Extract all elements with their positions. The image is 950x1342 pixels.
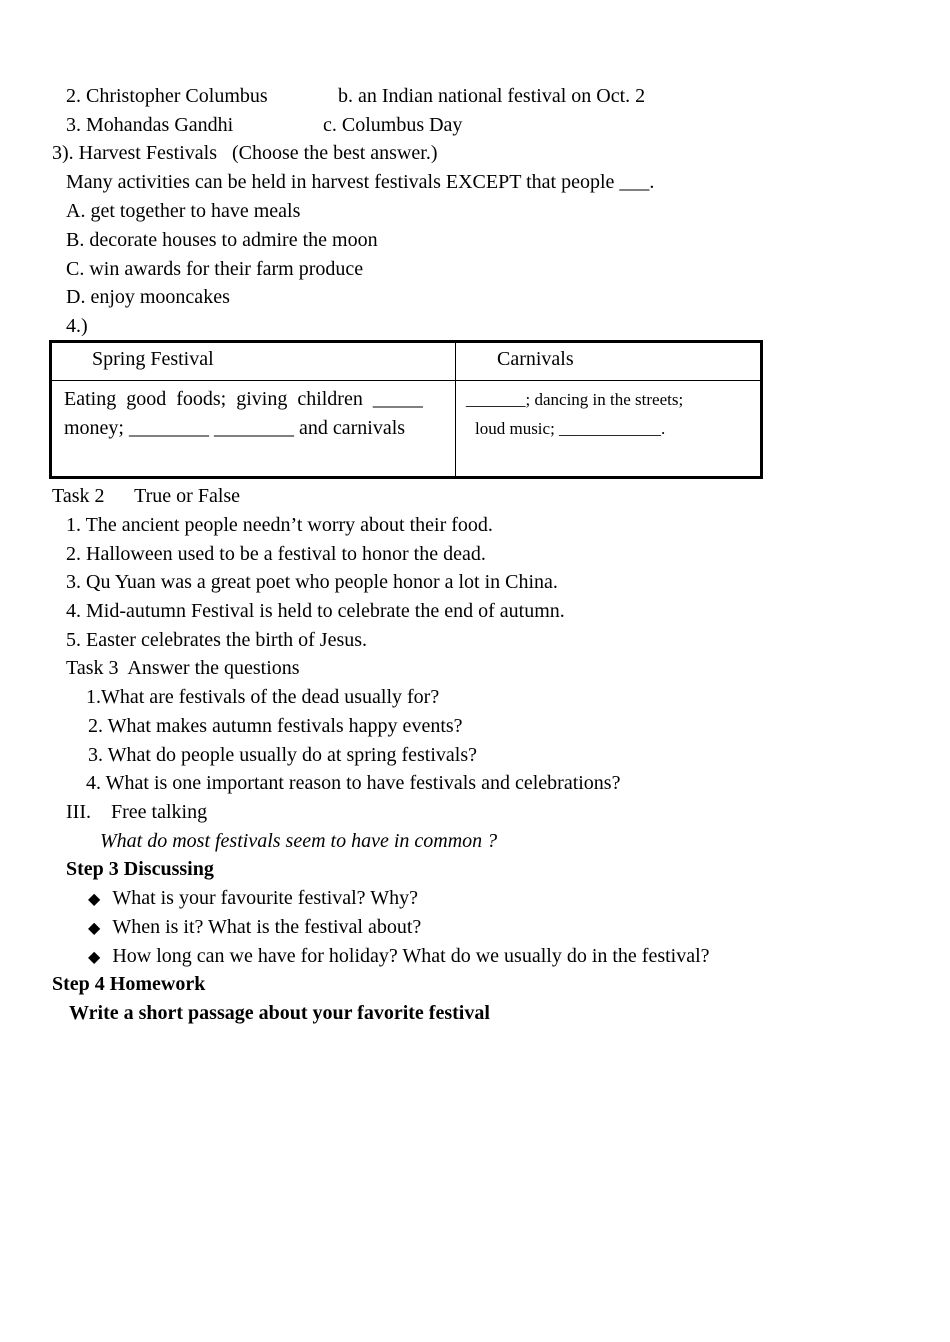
task2-title: Task 2 True or False <box>52 485 241 507</box>
tf-item: 2. Halloween used to be a festival to honor the dead. <box>66 543 486 565</box>
discussion-item: ◆ How long can we have for holiday? What do we usually do in the festival? <box>88 945 710 967</box>
harvest-title: 3). Harvest Festivals (Choose the best answer.) <box>52 142 438 164</box>
free-talking-title: III. Free talking <box>66 801 208 823</box>
harvest-stem: Many activities can be held in harvest festivals EXCEPT that people ___. <box>66 171 655 193</box>
discussion-item: ◆ What is your favourite festival? Why? <box>88 887 418 909</box>
question: 2. What makes autumn festivals happy events? <box>88 715 463 737</box>
tf-item: 4. Mid-autumn Festival is held to celebrate the end of autumn. <box>66 600 565 622</box>
option-a: A. get together to have meals <box>66 200 301 222</box>
question: 1.What are festivals of the dead usually for? <box>86 686 440 708</box>
q4-label: 4.) <box>66 315 88 337</box>
match-left-2: 2. Christopher Columbus <box>66 85 268 107</box>
tf-item: 3. Qu Yuan was a great poet who people honor a lot in China. <box>66 571 558 593</box>
step3-title: Step 3 Discussing <box>66 858 214 880</box>
spring-cell-line2: money; ________ ________ and carnivals <box>64 417 406 439</box>
discussion-item: ◆ When is it? What is the festival about? <box>88 916 422 938</box>
diamond-bullet-icon: ◆ <box>88 920 101 937</box>
carnival-cell-line1: _______; dancing in the streets; <box>466 390 684 409</box>
homework-text: Write a short passage about your favorite festival <box>69 1002 490 1024</box>
option-d: D. enjoy mooncakes <box>66 286 230 308</box>
match-right-3: c. Columbus Day <box>323 114 463 136</box>
carnival-cell-line2: loud music; ____________. <box>475 419 666 438</box>
match-left-3: 3. Mohandas Gandhi <box>66 114 234 136</box>
option-c: C. win awards for their farm produce <box>66 258 364 280</box>
tf-item: 5. Easter celebrates the birth of Jesus. <box>66 629 368 651</box>
question: 3. What do people usually do at spring festivals? <box>88 744 477 766</box>
tf-item: 1. The ancient people needn’t worry about their food. <box>66 514 493 536</box>
diamond-bullet-icon: ◆ <box>88 949 101 966</box>
task3-title: Task 3 Answer the questions <box>66 657 300 679</box>
header-carnivals: Carnivals <box>497 348 574 370</box>
step4-title: Step 4 Homework <box>52 973 206 995</box>
question: 4. What is one important reason to have festivals and celebrations? <box>86 772 621 794</box>
match-right-2: b. an Indian national festival on Oct. 2 <box>338 85 646 107</box>
option-b: B. decorate houses to admire the moon <box>66 229 378 251</box>
header-spring-festival: Spring Festival <box>92 348 214 370</box>
festival-table <box>49 340 763 479</box>
spring-cell-line1: Eating good foods; giving children _____ <box>64 388 423 410</box>
diamond-bullet-icon: ◆ <box>88 891 101 908</box>
free-talking-question: What do most festivals seem to have in common ? <box>100 830 498 852</box>
